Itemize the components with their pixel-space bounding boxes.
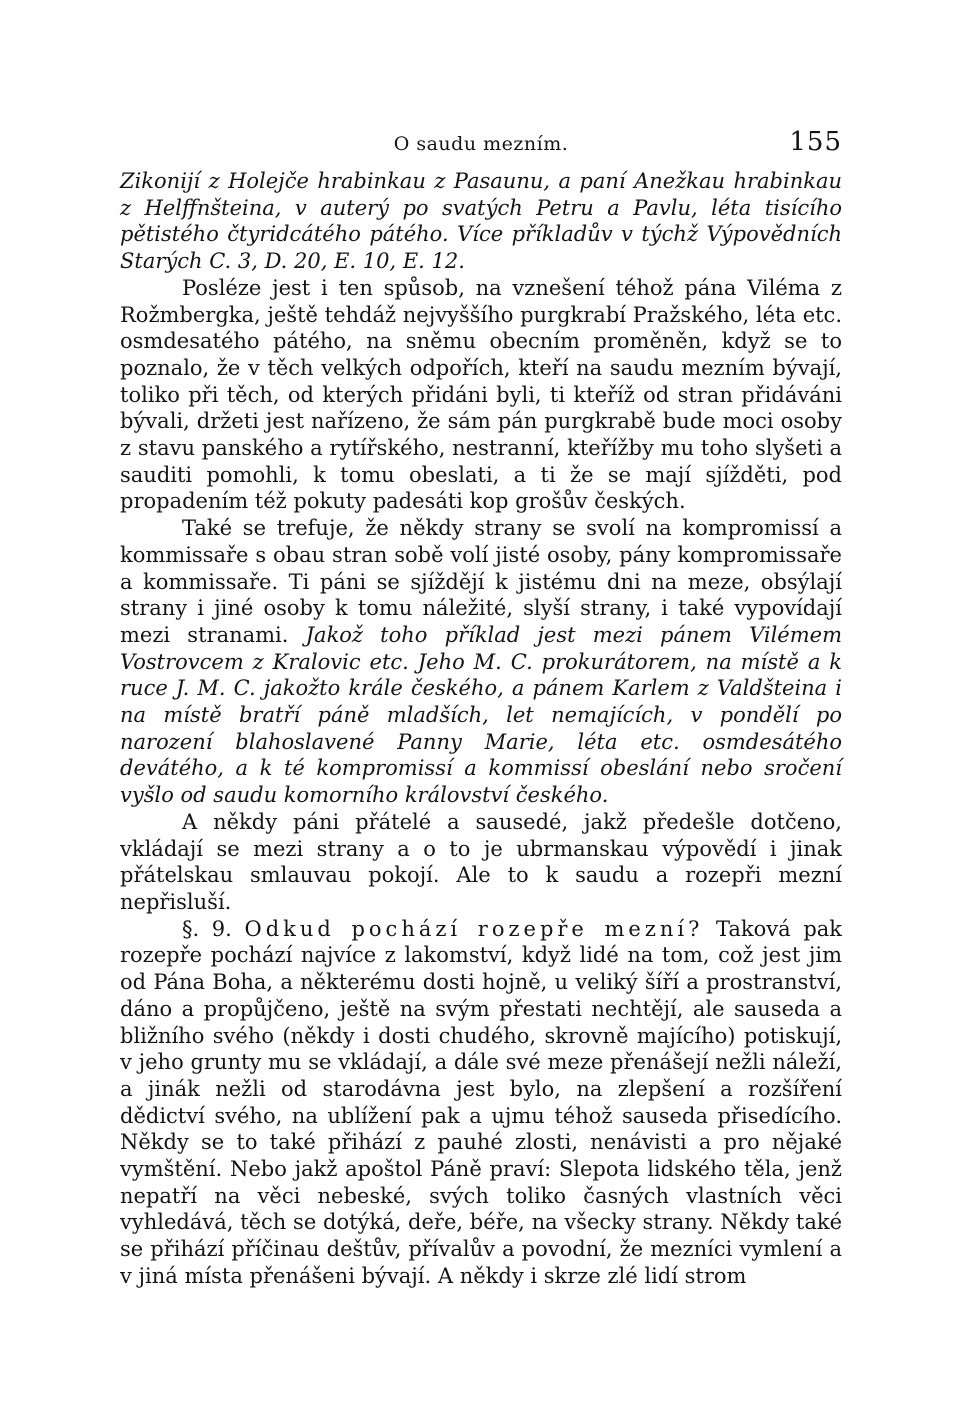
- body-text: [120, 168, 842, 1290]
- paragraph-5: [120, 916, 842, 1290]
- paragraph-4-text: A někdy páni přátelé a sausedé, jakž předešle dotčeno, vkládají se mezi strany a o to je ubrmanskau výpovědí i jinak přátelskau smlauvau pokojí. Ale to k saudu a rozepři mezní nepřisluší.: [120, 809, 842, 914]
- paragraph-1: [120, 168, 842, 275]
- paragraph-5-text: Taková pak rozepře pochází najvíce z lakomství, když lidé na tom, což jest jim od Pána Boha, a některému dosti hojně, u veliký šíří a prostranství, dáno a propůjčeno, ještě na svým přestati nechtějí, ale sauseda a bližního svého (někdy i dosti chudého, skrovně majícího) potiskují, v jeho grunty mu se vkládají, a dále své meze přenášejí nežli náleží, a jinák nežli od starodávna jest bylo, na zlepšení a rozšíření dědictví svého, na ublížení pak a ujmu téhož sauseda přisedícího. Někdy se to také přihází z pauhé zlosti, nenávisti a pro nějaké vymštění. Nebo jakž apoštol Páně praví: Slepota lidského těla, jenž nepatří na věci nebeské, svých toliko časných vlastních věci vyhledává, těch se dotýká, deře, béře, na všecky strany. Někdy také se přihází příčinau deštův, přívalův a povodní, že mezníci vymlení a v jiná místa přenášeni bývají. A někdy i skrze zlé lidí strom: [120, 916, 843, 1288]
- paragraph-3: [120, 515, 842, 809]
- running-title: O saudu mezním.: [393, 133, 569, 155]
- paragraph-2-text: Posléze jest i ten spůsob, na vznešení téhož pána Viléma z Rožmbergka, ještě tehdáž nejvyššího purgkrabí Pražského, léta etc. osmdesatého pátého, na sněmu obecním proměněn, když se to poznalo, že v těch velkých odpořích, kteří na saudu mezním bývají, toliko při těch, od kterých přidáni byli, ti kteříž od stran přidáváni bývali, držeti jest nařízeno, že sám pán purgkrabě bude moci osoby z stavu panského a rytířského, nestranní, kteřížby mu toho slyšeti a sauditi pomohli, k tomu obeslati, a ti že se mají sjížděti, pod propadením též pokuty padesáti kop grošův českých.: [120, 275, 842, 514]
- paragraph-1-italic-text: Zikonijí z Holejče hrabinkau z Pasaunu, a paní Anežkau hrabinkau z Helffnšteina, v auterý po svatých Petru a Pavlu, léta tisícího pětistého čtyridcátého pátého. Více příkladův v týchž Výpovědních Starých C. 3, D. 20, E. 10, E. 12.: [120, 169, 842, 274]
- paragraph-3-text: Také se trefuje, že někdy strany se svolí na kompromissí a kommissaře s obau stran sobě volí jisté osoby, pány kompromissaře a kommissaře. Ti páni se sjíždějí k jistému dni na meze, obsýlají strany i jiné osoby k tomu náležité, slyší strany, i také vypovídají mezi stranami.: [120, 516, 842, 647]
- paragraph-4: [120, 809, 842, 916]
- page-header: [120, 126, 842, 162]
- paragraph-2: [120, 275, 842, 515]
- section-number: §. 9.: [182, 916, 245, 941]
- section-heading: Odkud pochází rozepře mezní?: [244, 916, 704, 941]
- page-number: 155: [789, 127, 842, 157]
- paragraph-3-italic-text: Jakož toho příklad jest mezi pánem Vilémem Vostrovcem z Kralovic etc. Jeho M. C. prokurátorem, na místě a k ruce J. M. C. jakožto krále českého, a pánem Karlem z Valdšteina i na místě bratří páně mladších, let nemajících, v pondělí po narození blahoslavené Panny Marie, léta etc. osmdesátého devátého, a k té kompromissí a kommissí obeslání nebo sročení vyšlo od saudu komorního království českého.: [120, 622, 842, 808]
